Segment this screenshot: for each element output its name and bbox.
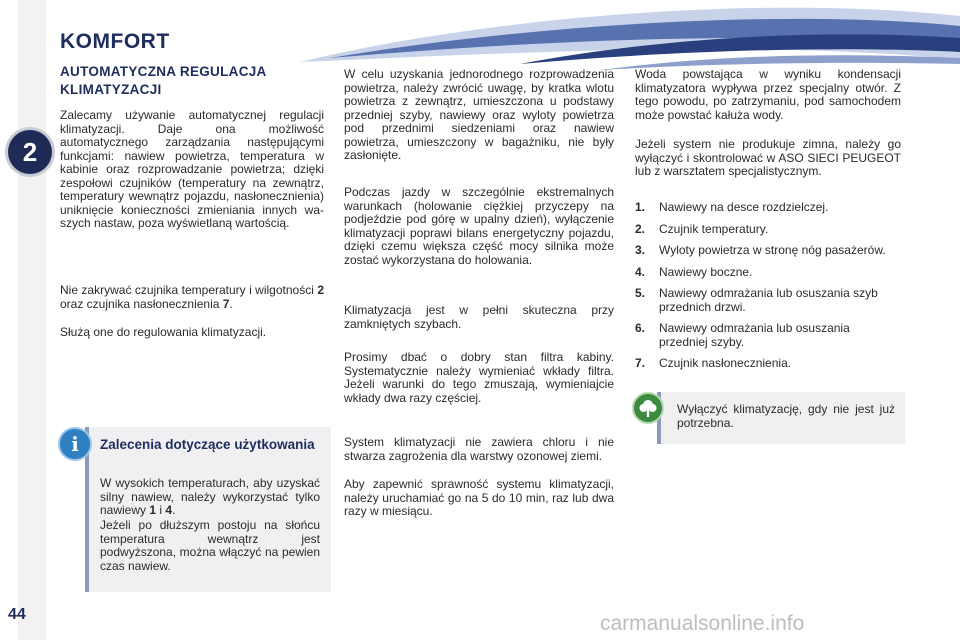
sensor-purpose-paragraph: Służą one do regulowania klimatyzacji.: [60, 325, 267, 339]
list-item: 2. Czujnik temperatury.: [635, 221, 769, 236]
closed-windows-paragraph: Klimatyzacja jest w pełni skuteczna przy zamkniętych szybach.: [344, 303, 614, 331]
heading-line1: AUTOMATYCZNA REGULACJA: [60, 64, 267, 79]
filter-paragraph: Prosimy dbać o dobry stan filtra kabiny. Systematycznie należy wymieniać wkłady filtra. Jeżeli warunki do tego zmuszają, wymieniajcie wkłady dwa razy częściej.: [344, 350, 614, 405]
no-cold-paragraph: Jeżeli system nie produkuje zimna, należy go wyłączyć i skontrolować w ASO SIECI PEUGEOT lub z warsztatem specjalistycznym.: [635, 137, 901, 178]
heading-line2: KLIMATYZACJI: [60, 82, 162, 97]
airflow-paragraph: W celu uzyskania jednorodnego rozprowadzenia powietrza, należy zwrócić uwagę, by kratka wlotu powietrza z zewnątrz, umieszczona u podstawy przedniej szyby, nawiewy oraz wyloty powietrza pod przednimi siedzeniami oraz nawiew powietrza, umieszczony w bagażniku, nie były zasłonięte.: [344, 67, 614, 162]
list-item: 7. Czujnik nasłonecznienia.: [635, 356, 792, 370]
sensor-paragraph: Nie zakrywać czujnika temperatury i wilgotności 2 oraz czujnika nasłonecznienia 7.: [60, 283, 324, 311]
watermark: carmanualsonline.info: [600, 612, 805, 635]
list-item: 4. Nawiewy boczne.: [635, 264, 753, 279]
list-item: 5. Nawiewy odmrażania lub osuszania szyb przednich drzwi.: [635, 286, 878, 314]
section-title: KOMFORT: [60, 30, 170, 53]
chapter-sidebar: [18, 0, 46, 640]
ozone-paragraph: System klimatyzacji nie zawiera chloru i nie stwarza zagrożenia dla warstwy ozonowej ziemi.: [344, 435, 614, 463]
info-icon: i: [58, 427, 92, 461]
list-item: 3. Wyloty powietrza w stronę nóg pasażerów.: [635, 243, 886, 257]
maintenance-paragraph: Aby zapewnić sprawność systemu klimatyzacji, należy uruchamiać go na 5 do 10 min, raz lub dwa razy w miesiącu.: [344, 477, 614, 518]
list-item: 1. Nawiewy na desce rozdzielczej.: [635, 200, 829, 214]
page-number: 44: [8, 606, 26, 623]
usage-tip-1: W wysokich temperaturach, aby uzyskać silny nawiew, należy wykorzystać tylko nawiewy 1 i 4.: [100, 476, 320, 517]
tree-icon: [632, 392, 664, 424]
intro-paragraph: Zalecamy używanie automatycznej regulacji klimatyzacji. Daje ona możliwość automatycznego zarządzania następującymi funkcjami: nawiew powietrza, temperatura w kabinie oraz rozprowadzanie powietrza; dzięki zespołowi czujników (temperatury na zewnątrz, temperatury wewnątrz pojazdu, nasłonecznienia) uniknięcie konieczności zmieniania innych waszych nastaw, poza wyświetlaną wartością.: [60, 108, 324, 230]
usage-tips-title: Zalecenia dotyczące użytkowania: [100, 437, 315, 452]
components-list: [635, 201, 901, 379]
usage-tip-2: Jeżeli po dłuższym postoju na słońcu temperatura wewnątrz jest podwyższona, można włączyć na pewien czas nawiew.: [100, 518, 320, 573]
condensation-paragraph: Woda powstająca w wyniku kondensacji klimatyzatora wypływa przez specjalny otwór. Z tego powodu, po zatrzymaniu, pod samochodem może powstać kałuża wody.: [635, 67, 901, 122]
eco-tip-text: Wyłączyć klimatyzację, gdy nie jest już potrzebna.: [677, 402, 895, 430]
list-item: 6. Nawiewy odmrażania lub osuszania przedniej szyby.: [635, 321, 850, 349]
chapter-number-badge: 2: [8, 130, 52, 174]
extreme-conditions-paragraph: Podczas jazdy w szczególnie ekstremalnych warunkach (holowanie ciężkiej przyczepy na podjeździe pod górę w upalny dzień), wyłączenie klimatyzacji poprawi bilans energetyczny pojazdu, dzięki czemu większa część mocy silnika może zostać wykorzystana do holowania.: [344, 185, 614, 267]
